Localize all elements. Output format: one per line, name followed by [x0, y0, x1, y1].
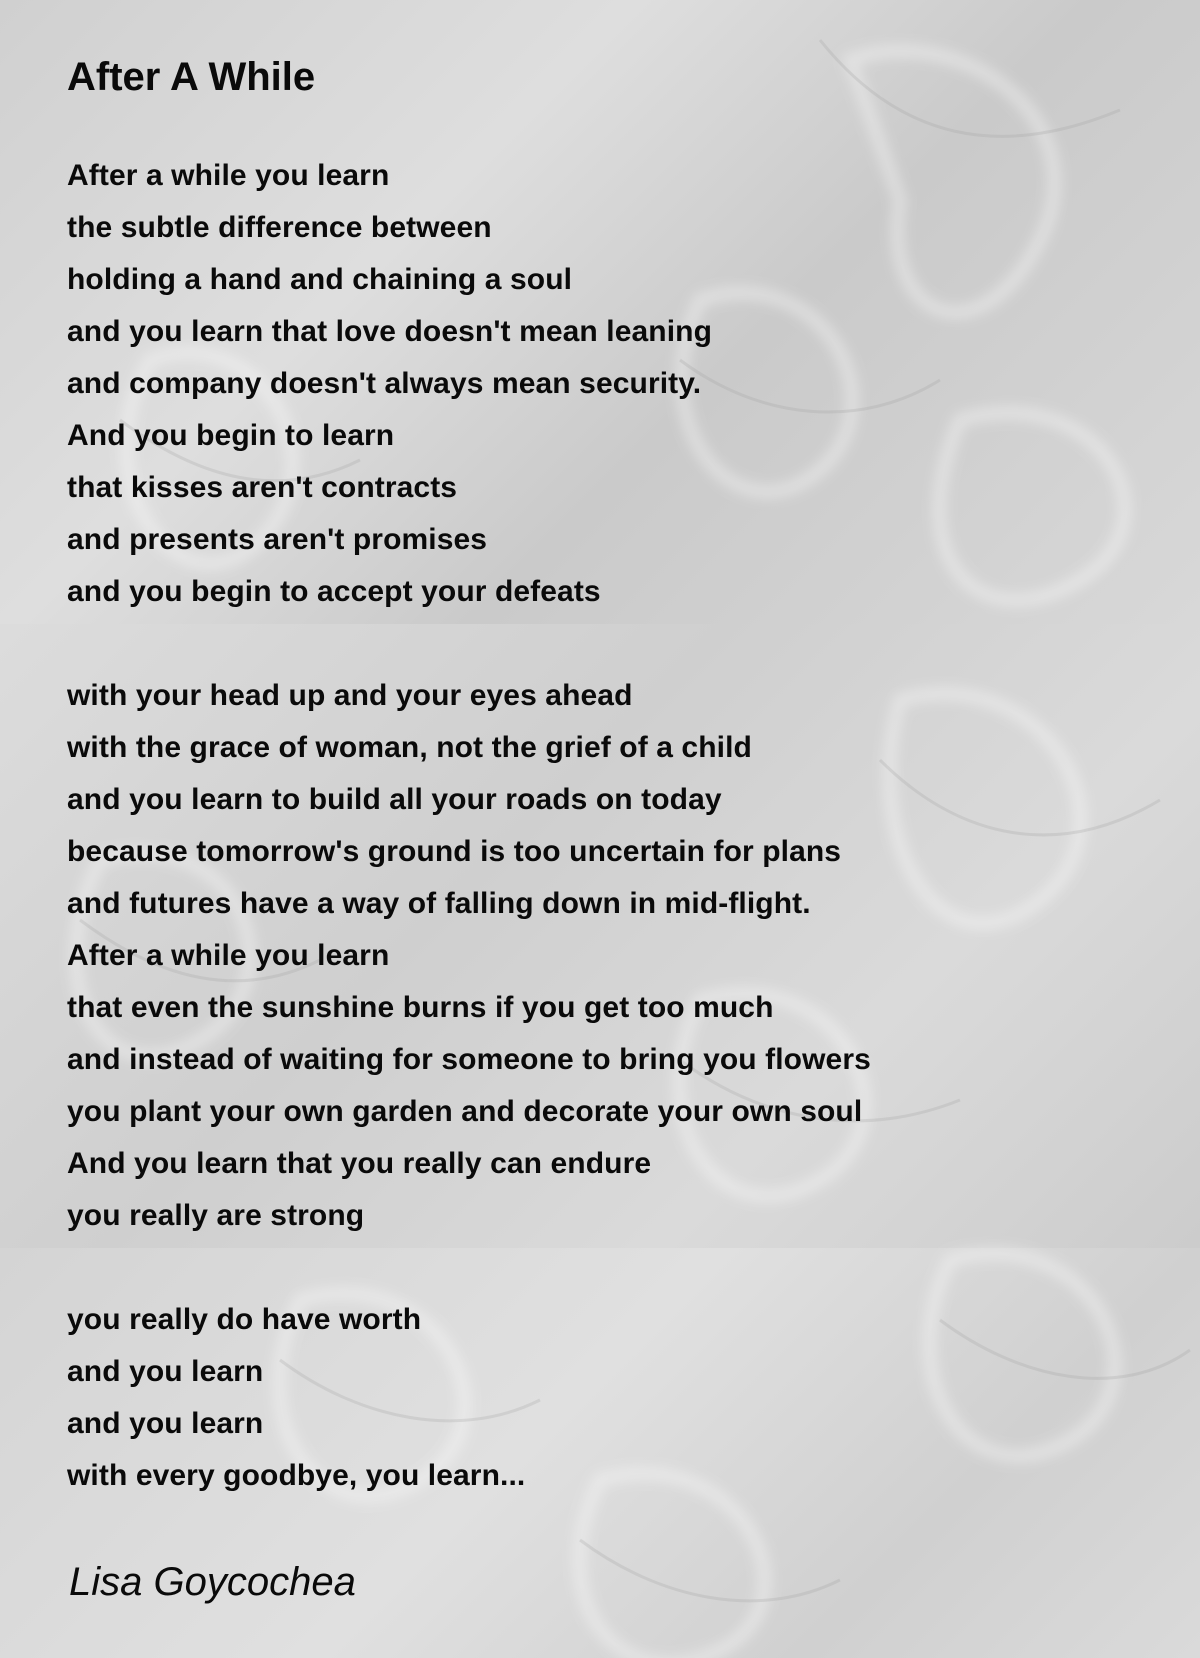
poem-line: and presents aren't promises: [67, 523, 488, 556]
poem-line: and you begin to accept your defeats: [67, 575, 601, 608]
poem-line: and you learn: [67, 1407, 264, 1440]
poem-line: with the grace of woman, not the grief of a child: [67, 731, 752, 764]
poem-line: the subtle difference between: [67, 211, 492, 244]
poem-line: because tomorrow's ground is too uncertain for plans: [67, 835, 842, 868]
stanza-2: [67, 670, 871, 1242]
poem-line: you really do have worth: [67, 1303, 422, 1336]
poem-line: you plant your own garden and decorate your own soul: [67, 1095, 863, 1128]
poem-line: After a while you learn: [67, 159, 390, 192]
poem-line: with your head up and your eyes ahead: [67, 679, 633, 712]
poem-line: that even the sunshine burns if you get too much: [67, 991, 774, 1024]
poem-line: And you begin to learn: [67, 419, 395, 452]
poem-line: and instead of waiting for someone to bring you flowers: [67, 1043, 871, 1076]
poem-line: and you learn to build all your roads on today: [67, 783, 722, 816]
poem-title: After A While: [67, 55, 316, 99]
poem-line: and futures have a way of falling down in mid-flight.: [67, 887, 811, 920]
poem-line: with every goodbye, you learn...: [67, 1459, 526, 1492]
stanza-1: [67, 150, 712, 618]
poem-line: After a while you learn: [67, 939, 390, 972]
poem-line: And you learn that you really can endure: [67, 1147, 652, 1180]
poem-line: and you learn: [67, 1355, 264, 1388]
poem-author: Lisa Goycochea: [69, 1560, 356, 1604]
poem-line: that kisses aren't contracts: [67, 471, 458, 504]
stanza-3: [67, 1294, 525, 1502]
poem-line: and you learn that love doesn't mean leaning: [67, 315, 712, 348]
poem-line: you really are strong: [67, 1199, 365, 1232]
poem-line: holding a hand and chaining a soul: [67, 263, 573, 296]
poem-line: and company doesn't always mean security.: [67, 367, 702, 400]
